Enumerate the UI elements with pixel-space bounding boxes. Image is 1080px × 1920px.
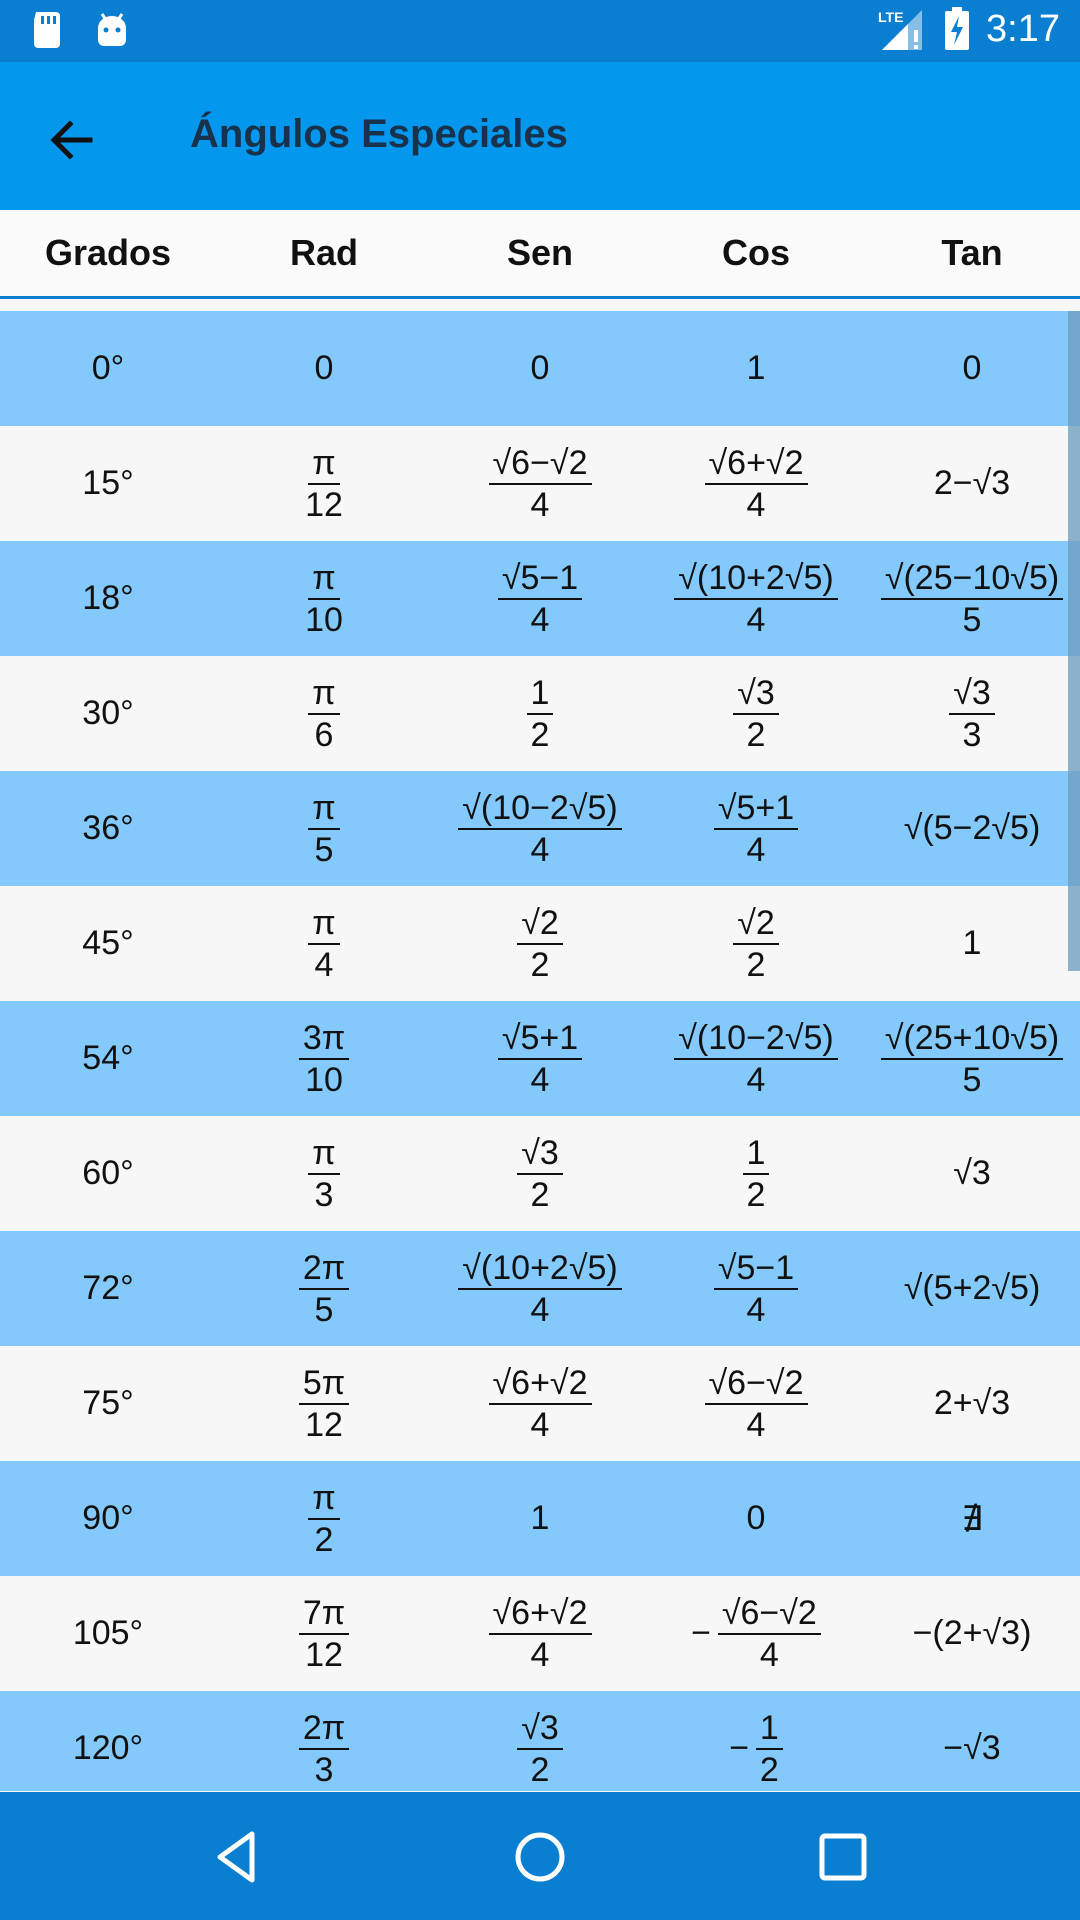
header-cos: Cos xyxy=(721,232,790,273)
cell-tan: −(2+√3) xyxy=(912,1614,1032,1652)
table-header xyxy=(0,210,1080,299)
cell-sen: $\frac{1}{2}$ xyxy=(432,656,648,771)
cell-sen: $\frac{√2}{2}$ xyxy=(432,886,648,1001)
cell-rad: 0 xyxy=(314,349,334,387)
cell-sen: 1 xyxy=(530,1499,550,1537)
cell-tan: 2+√3 xyxy=(933,1384,1011,1422)
cell-cos: $\frac{√6+√2}{4}$ xyxy=(648,426,864,541)
nav-home-icon[interactable] xyxy=(509,1826,571,1888)
table-row xyxy=(0,1691,1080,1791)
sd-card-icon xyxy=(30,10,64,50)
cell-sen: $\frac{√(10-2√5)}{4}$ xyxy=(432,771,648,886)
cell-cos: − $\frac{√6-√2}{4}$ xyxy=(648,1576,864,1691)
angles-table[interactable] xyxy=(0,311,1080,1791)
cell-grados: 18° xyxy=(82,579,134,617)
cell-rad: $\frac{\pi}{6}$ xyxy=(216,656,432,771)
cell-cos: $\frac{√3}{2}$ xyxy=(648,656,864,771)
table-row xyxy=(0,541,1080,656)
cell-cos: $\frac{√6-√2}{4}$ xyxy=(648,1346,864,1461)
table-row xyxy=(0,656,1080,771)
cell-sen: $\frac{√3}{2}$ xyxy=(432,1116,648,1231)
cell-tan: ∄ xyxy=(961,1499,983,1538)
cell-rad: $\frac{\pi}{3}$ xyxy=(216,1116,432,1231)
cell-grados: 120° xyxy=(72,1729,144,1767)
status-bar xyxy=(0,0,1080,62)
cell-cos: $\frac{√5+1}{4}$ xyxy=(648,771,864,886)
cell-sen: $\frac{√3}{2}$ xyxy=(432,1691,648,1791)
cell-tan: $\frac{√(25-10√5)}{5}$ xyxy=(864,541,1080,656)
table-row xyxy=(0,311,1080,426)
arrow-back-icon[interactable] xyxy=(44,112,100,168)
cell-sen: $\frac{√5+1}{4}$ xyxy=(432,1001,648,1116)
cell-rad: $\frac{3\pi}{10}$ xyxy=(216,1001,432,1116)
cell-rad: $\frac{\pi}{2}$ xyxy=(216,1461,432,1576)
android-icon xyxy=(94,10,130,50)
cell-cos: $\frac{1}{2}$ xyxy=(648,1116,864,1231)
cell-rad: $\frac{\pi}{4}$ xyxy=(216,886,432,1001)
nav-recents-icon[interactable] xyxy=(812,1826,874,1888)
scrollbar[interactable] xyxy=(1068,311,1080,971)
header-rad: Rad xyxy=(289,232,358,273)
cell-cos: $\frac{√5-1}{4}$ xyxy=(648,1231,864,1346)
cell-rad: $\frac{7\pi}{12}$ xyxy=(216,1576,432,1691)
cell-rad: $\frac{2\pi}{3}$ xyxy=(216,1691,432,1791)
cell-sen: $\frac{√5-1}{4}$ xyxy=(432,541,648,656)
battery-charging-icon xyxy=(944,7,970,51)
cell-rad: $\frac{\pi}{10}$ xyxy=(305,558,343,639)
cell-tan: 2−√3 xyxy=(933,464,1011,502)
cell-grados: 90° xyxy=(82,1499,134,1537)
status-time: 3:17 xyxy=(986,7,1060,50)
cell-grados: 36° xyxy=(82,809,134,847)
cell-rad: $\frac{2\pi}{5}$ xyxy=(216,1231,432,1346)
cell-cos: 0 xyxy=(746,1499,766,1537)
header-sen: Sen xyxy=(506,232,574,273)
cell-tan: −√3 xyxy=(943,1729,1001,1767)
cell-rad: $\frac{\pi}{12}$ xyxy=(305,443,343,524)
cell-cos: $\frac{√(10+2√5)}{4}$ xyxy=(648,541,864,656)
table-row xyxy=(0,426,1080,541)
cell-grados: 0° xyxy=(91,349,125,387)
cell-tan: 1 xyxy=(962,924,982,962)
cell-tan: √(5−2√5) xyxy=(903,809,1041,847)
signal-icon xyxy=(878,6,928,52)
cell-rad: $\frac{5\pi}{12}$ xyxy=(216,1346,432,1461)
cell-grados: 15° xyxy=(82,464,134,502)
cell-sen: $\frac{√6-√2}{4}$ xyxy=(432,426,648,541)
header-grados: Grados xyxy=(44,232,172,273)
cell-grados: 45° xyxy=(82,924,134,962)
table-row xyxy=(0,1116,1080,1231)
cell-tan: $\frac{√(25+10√5)}{5}$ xyxy=(864,1001,1080,1116)
cell-sen: 0 xyxy=(530,349,550,387)
cell-sen: $\frac{√(10+2√5)}{4}$ xyxy=(432,1231,648,1346)
cell-sen: $\frac{√6+√2}{4}$ xyxy=(432,1346,648,1461)
cell-cos: 1 xyxy=(746,349,766,387)
cell-grados: 75° xyxy=(82,1384,134,1422)
cell-cos: $\frac{√(10-2√5)}{4}$ xyxy=(648,1001,864,1116)
cell-tan: $\frac{√3}{3}$ xyxy=(864,656,1080,771)
table-row xyxy=(0,1231,1080,1346)
page-title: Ángulos Especiales xyxy=(190,112,568,156)
navigation-bar xyxy=(0,1792,1080,1920)
cell-cos: − $\frac{1}{2}$ xyxy=(648,1691,864,1791)
cell-tan: √3 xyxy=(953,1154,991,1192)
table-row xyxy=(0,886,1080,1001)
nav-back-icon[interactable] xyxy=(206,1826,268,1888)
cell-grados: 30° xyxy=(82,694,134,732)
cell-grados: 105° xyxy=(72,1614,144,1652)
app-bar xyxy=(0,62,1080,210)
cell-sen: $\frac{√6+√2}{4}$ xyxy=(432,1576,648,1691)
table-row xyxy=(0,1001,1080,1116)
cell-grados: 60° xyxy=(82,1154,134,1192)
cell-tan: √(5+2√5) xyxy=(903,1269,1041,1307)
cell-grados: 72° xyxy=(82,1269,134,1307)
table-row xyxy=(0,1346,1080,1461)
header-tan: Tan xyxy=(941,232,1003,273)
cell-rad: $\frac{\pi}{5}$ xyxy=(216,771,432,886)
cell-grados: 54° xyxy=(82,1039,134,1077)
table-row xyxy=(0,771,1080,886)
cell-tan: 0 xyxy=(962,349,982,387)
table-row xyxy=(0,1576,1080,1691)
table-row xyxy=(0,1461,1080,1576)
svg-text:LTE: LTE xyxy=(878,9,904,25)
cell-cos: $\frac{√2}{2}$ xyxy=(648,886,864,1001)
